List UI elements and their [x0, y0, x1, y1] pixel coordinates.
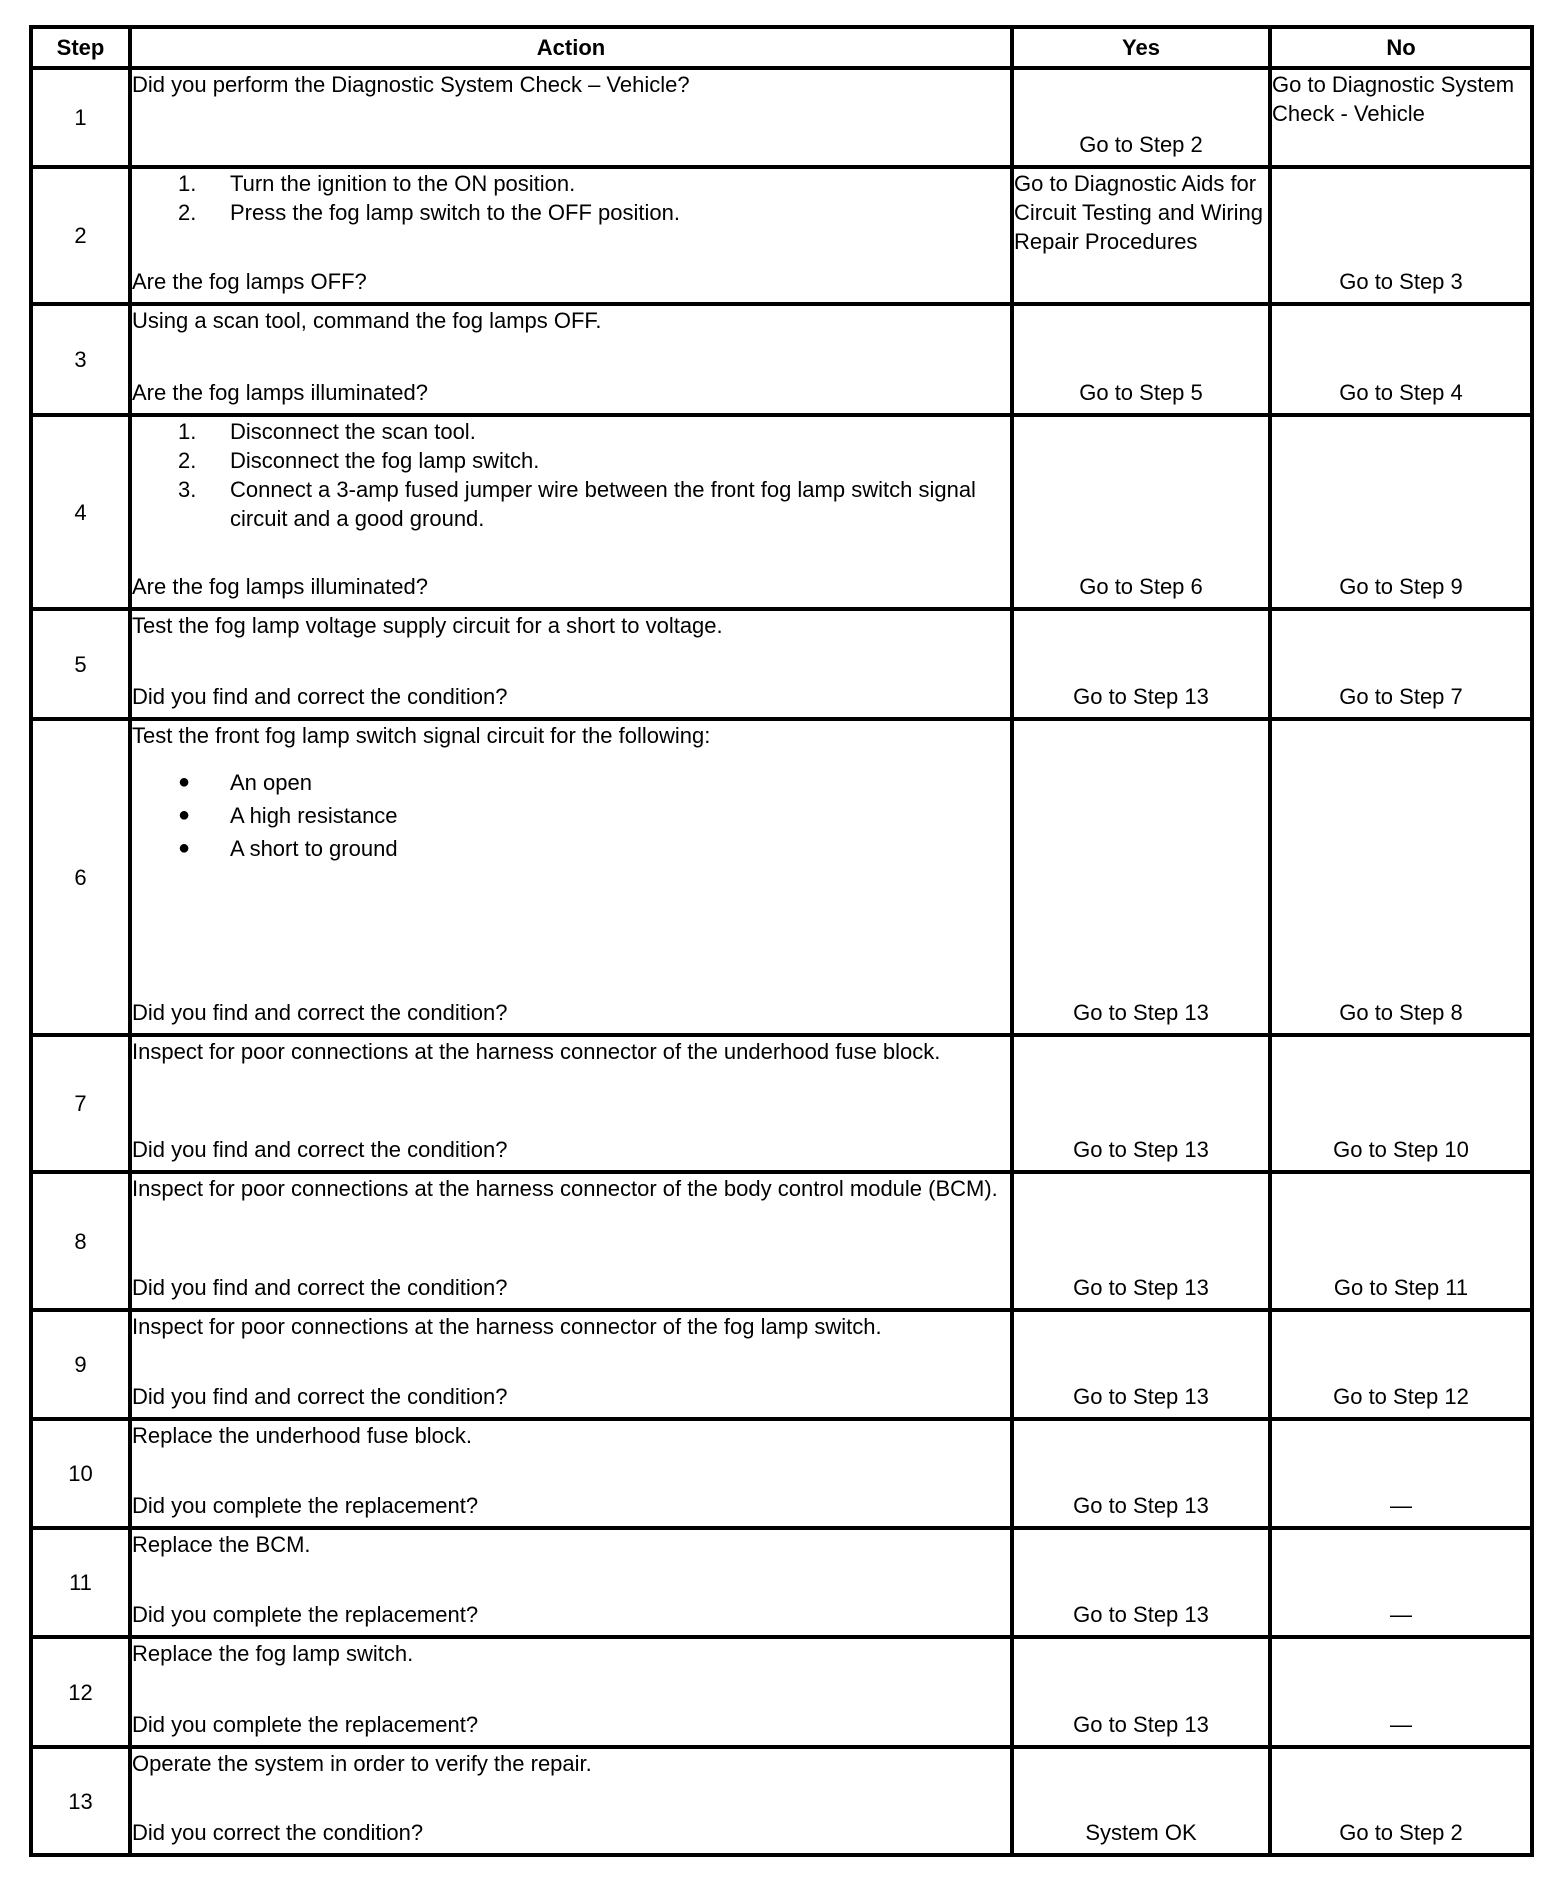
table-row — [31, 304, 1532, 415]
yes-result-link: Go to Step 13 — [1073, 1137, 1209, 1162]
table-row — [31, 415, 1532, 609]
yes-cell — [1012, 719, 1270, 1035]
yes-cell — [1012, 1172, 1270, 1310]
list-text: Disconnect the fog lamp switch. — [230, 448, 540, 473]
bullet-list — [132, 766, 1010, 865]
step-number: 12 — [31, 1637, 130, 1747]
yes-cell — [1012, 1528, 1270, 1637]
action-question: Did you complete the replacement? — [132, 1493, 479, 1518]
no-cell — [1270, 167, 1532, 304]
bullet-icon: ● — [178, 771, 191, 793]
action-cell — [130, 1172, 1012, 1310]
action-cell — [130, 1637, 1012, 1747]
yes-cell — [1012, 1310, 1270, 1419]
step-number: 10 — [31, 1419, 130, 1528]
action-question: Did you find and correct the condition? — [132, 1000, 508, 1025]
list-number: 3. — [178, 477, 197, 502]
yes-cell — [1012, 1035, 1270, 1172]
action-question: Did you correct the condition? — [132, 1820, 424, 1845]
no-result-link: Go to Step 9 — [1339, 574, 1463, 599]
no-cell — [1270, 68, 1532, 167]
step-number: 6 — [31, 719, 130, 1035]
list-item — [132, 766, 1010, 799]
list-item — [132, 417, 1010, 446]
yes-cell — [1012, 415, 1270, 609]
action-question: Did you complete the replacement? — [132, 1602, 479, 1627]
action-cell — [130, 1747, 1012, 1855]
table-row — [31, 1419, 1532, 1528]
no-result-link: — — [1390, 1712, 1412, 1737]
step-number: 3 — [31, 304, 130, 415]
list-item — [132, 446, 1010, 475]
no-cell — [1270, 609, 1532, 719]
action-question: Are the fog lamps illuminated? — [132, 380, 428, 405]
list-text: Press the fog lamp switch to the OFF position. — [230, 200, 680, 225]
no-cell — [1270, 1172, 1532, 1310]
list-text: Turn the ignition to the ON position. — [230, 171, 576, 196]
yes-result-link: Go to Step 13 — [1073, 1712, 1209, 1737]
no-cell — [1270, 415, 1532, 609]
table-row — [31, 1528, 1532, 1637]
table-row — [31, 68, 1532, 167]
yes-result-link: Go to Step 13 — [1073, 1602, 1209, 1627]
table-row — [31, 1172, 1532, 1310]
no-result-link: Go to Step 2 — [1339, 1820, 1463, 1845]
action-cell — [130, 68, 1012, 167]
action-question: Did you complete the replacement? — [132, 1712, 479, 1737]
yes-result-link: Go to Diagnostic Aids for Circuit Testing and Wiring Repair Procedures — [1014, 171, 1264, 254]
action-instruction: Inspect for poor connections at the harness connector of the body control module (BCM). — [132, 1176, 998, 1201]
yes-cell — [1012, 609, 1270, 719]
yes-result-link: Go to Step 5 — [1079, 380, 1203, 405]
step-number: 9 — [31, 1310, 130, 1419]
list-item — [132, 799, 1010, 832]
table-row — [31, 1747, 1532, 1855]
yes-cell — [1012, 1419, 1270, 1528]
header-step: Step — [31, 27, 130, 68]
list-text: A high resistance — [230, 803, 398, 828]
step-number: 5 — [31, 609, 130, 719]
yes-result-link: Go to Step 6 — [1079, 574, 1203, 599]
diagnostic-table — [29, 25, 1534, 1857]
no-result-link: Go to Step 8 — [1339, 1000, 1463, 1025]
no-result-link: Go to Step 7 — [1339, 684, 1463, 709]
no-cell — [1270, 1528, 1532, 1637]
no-result-link: Go to Diagnostic System Check - Vehicle — [1272, 72, 1515, 126]
bullet-icon: ● — [178, 837, 191, 859]
no-result-link: Go to Step 12 — [1333, 1384, 1469, 1409]
action-cell — [130, 1528, 1012, 1637]
no-cell — [1270, 1419, 1532, 1528]
yes-cell — [1012, 167, 1270, 304]
yes-result-link: System OK — [1085, 1820, 1197, 1845]
list-text: Disconnect the scan tool. — [230, 419, 476, 444]
step-number: 7 — [31, 1035, 130, 1172]
yes-cell — [1012, 1747, 1270, 1855]
no-result-link: — — [1390, 1493, 1412, 1518]
no-result-link: Go to Step 10 — [1333, 1137, 1469, 1162]
numbered-list — [132, 417, 1010, 533]
table-row — [31, 1035, 1532, 1172]
header-no: No — [1270, 27, 1532, 68]
action-instruction: Test the front fog lamp switch signal circuit for the following: — [132, 723, 711, 748]
list-number: 2. — [178, 200, 197, 225]
no-cell — [1270, 304, 1532, 415]
no-cell — [1270, 1637, 1532, 1747]
action-cell — [130, 1310, 1012, 1419]
action-cell — [130, 415, 1012, 609]
action-instruction: Replace the fog lamp switch. — [132, 1641, 414, 1666]
action-instruction: Replace the underhood fuse block. — [132, 1423, 473, 1448]
step-number: 8 — [31, 1172, 130, 1310]
step-number: 4 — [31, 415, 130, 609]
yes-cell — [1012, 68, 1270, 167]
action-question: Are the fog lamps OFF? — [132, 269, 367, 294]
yes-result-link: Go to Step 2 — [1079, 132, 1203, 157]
no-result-link: Go to Step 4 — [1339, 380, 1463, 405]
action-instruction: Using a scan tool, command the fog lamps OFF. — [132, 308, 602, 333]
yes-cell — [1012, 1637, 1270, 1747]
action-cell — [130, 719, 1012, 1035]
list-number: 1. — [178, 171, 197, 196]
no-result-link: Go to Step 11 — [1333, 1275, 1469, 1300]
list-item — [132, 198, 1010, 227]
yes-result-link: Go to Step 13 — [1073, 1493, 1209, 1518]
no-result-link: — — [1390, 1602, 1412, 1627]
header-yes: Yes — [1012, 27, 1270, 68]
action-question: Did you find and correct the condition? — [132, 1137, 508, 1162]
numbered-list — [132, 169, 1010, 227]
action-instruction: Test the fog lamp voltage supply circuit for a short to voltage. — [132, 613, 723, 638]
bullet-icon: ● — [178, 804, 191, 826]
yes-result-link: Go to Step 13 — [1073, 1000, 1209, 1025]
action-instruction: Inspect for poor connections at the harness connector of the fog lamp switch. — [132, 1314, 882, 1339]
no-cell — [1270, 1310, 1532, 1419]
action-instruction: Replace the BCM. — [132, 1532, 311, 1557]
action-cell — [130, 609, 1012, 719]
no-cell — [1270, 719, 1532, 1035]
step-number: 11 — [31, 1528, 130, 1637]
step-number: 2 — [31, 167, 130, 304]
table-row — [31, 167, 1532, 304]
header-row — [31, 27, 1532, 68]
no-result-link: Go to Step 3 — [1339, 269, 1463, 294]
list-number: 2. — [178, 448, 197, 473]
action-cell — [130, 1035, 1012, 1172]
list-item — [132, 832, 1010, 865]
list-text: A short to ground — [230, 836, 398, 861]
action-instruction: Did you perform the Diagnostic System Check – Vehicle? — [132, 72, 690, 97]
table-row — [31, 1637, 1532, 1747]
action-question: Did you find and correct the condition? — [132, 1275, 508, 1300]
no-cell — [1270, 1035, 1532, 1172]
action-instruction: Operate the system in order to verify the repair. — [132, 1751, 592, 1776]
list-item — [132, 169, 1010, 198]
table-row — [31, 609, 1532, 719]
step-number: 1 — [31, 68, 130, 167]
action-question: Did you find and correct the condition? — [132, 1384, 508, 1409]
list-text: An open — [230, 770, 312, 795]
action-instruction: Inspect for poor connections at the harness connector of the underhood fuse block. — [132, 1039, 941, 1064]
action-question: Did you find and correct the condition? — [132, 684, 508, 709]
step-number: 13 — [31, 1747, 130, 1855]
table-row — [31, 1310, 1532, 1419]
action-cell — [130, 304, 1012, 415]
yes-cell — [1012, 304, 1270, 415]
yes-result-link: Go to Step 13 — [1073, 1275, 1209, 1300]
yes-result-link: Go to Step 13 — [1073, 684, 1209, 709]
list-number: 1. — [178, 419, 197, 444]
list-item — [132, 475, 1010, 533]
no-cell — [1270, 1747, 1532, 1855]
list-text: Connect a 3-amp fused jumper wire between the front fog lamp switch signal circuit and a good ground. — [230, 477, 976, 531]
action-cell — [130, 167, 1012, 304]
table-row — [31, 719, 1532, 1035]
header-action: Action — [130, 27, 1012, 68]
action-cell — [130, 1419, 1012, 1528]
action-question: Are the fog lamps illuminated? — [132, 574, 428, 599]
yes-result-link: Go to Step 13 — [1073, 1384, 1209, 1409]
